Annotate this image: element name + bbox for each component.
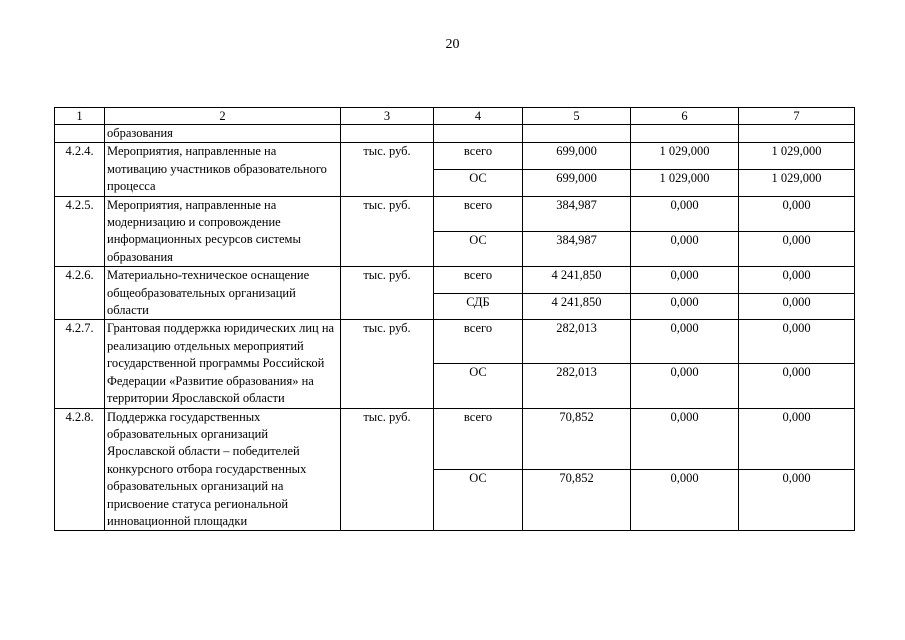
value-col-6: 0,000 [631,469,739,530]
funding-source: всего [434,143,523,170]
item-unit: тыс. руб. [341,143,434,196]
item-number: 4.2.4. [55,143,105,196]
funding-source: всего [434,196,523,231]
value-col-7: 0,000 [739,364,855,408]
continuation-empty-6 [631,125,739,143]
value-col-5: 384,987 [523,196,631,231]
table-row [55,196,855,231]
header-cell-3: 3 [341,108,434,125]
value-col-7: 0,000 [739,231,855,266]
funding-source: всего [434,320,523,364]
value-col-7: 1 029,000 [739,170,855,197]
value-col-7: 0,000 [739,469,855,530]
value-col-7: 0,000 [739,320,855,364]
header-cell-7: 7 [739,108,855,125]
header-cell-4: 4 [434,108,523,125]
funding-source: ОС [434,469,523,530]
funding-source: ОС [434,231,523,266]
value-col-5: 699,000 [523,170,631,197]
table-row [55,267,855,294]
continuation-empty-7 [739,125,855,143]
item-name: Материально-техническое оснащение общеобразовательных организаций области [105,267,341,320]
funding-source: ОС [434,364,523,408]
value-col-5: 384,987 [523,231,631,266]
item-name: Поддержка государственных образовательных организаций Ярославской области – победителей конкурсного отбора государственных образовательных организаций на присвоение статуса региональной инновационной площадки [105,408,341,531]
item-unit: тыс. руб. [341,320,434,408]
funding-source: всего [434,267,523,294]
table-body [55,108,855,531]
item-name: Мероприятия, направленные на модернизацию и сопровождение информационных ресурсов системы образования [105,196,341,267]
item-number: 4.2.8. [55,408,105,531]
funding-source: всего [434,408,523,469]
page-number: 20 [445,37,460,52]
item-name: Грантовая поддержка юридических лиц на реализацию отдельных мероприятий государственной программы Российской Федерации «Развитие образования» на территории Ярославской области [105,320,341,408]
value-col-7: 0,000 [739,196,855,231]
value-col-5: 699,000 [523,143,631,170]
header-cell-2: 2 [105,108,341,125]
value-col-5: 70,852 [523,408,631,469]
continuation-num [55,125,105,143]
item-unit: тыс. руб. [341,408,434,531]
funding-source: ОС [434,170,523,197]
item-name: Мероприятия, направленные на мотивацию участников образовательного процесса [105,143,341,196]
value-col-5: 282,013 [523,320,631,364]
table-row [55,143,855,170]
continuation-row [55,125,855,143]
value-col-7: 0,000 [739,293,855,320]
value-col-6: 0,000 [631,408,739,469]
funding-source: СДБ [434,293,523,320]
value-col-6: 1 029,000 [631,170,739,197]
value-col-6: 0,000 [631,293,739,320]
header-row [55,108,855,125]
value-col-5: 4 241,850 [523,267,631,294]
item-number: 4.2.5. [55,196,105,267]
value-col-5: 70,852 [523,469,631,530]
budget-table [54,107,855,531]
value-col-6: 0,000 [631,267,739,294]
value-col-6: 0,000 [631,364,739,408]
table-row [55,408,855,469]
value-col-6: 0,000 [631,196,739,231]
item-number: 4.2.7. [55,320,105,408]
value-col-7: 1 029,000 [739,143,855,170]
header-cell-1: 1 [55,108,105,125]
header-cell-6: 6 [631,108,739,125]
continuation-text: образования [105,125,341,143]
value-col-7: 0,000 [739,408,855,469]
item-number: 4.2.6. [55,267,105,320]
value-col-6: 1 029,000 [631,143,739,170]
value-col-6: 0,000 [631,231,739,266]
value-col-5: 282,013 [523,364,631,408]
value-col-5: 4 241,850 [523,293,631,320]
table-row [55,320,855,364]
continuation-empty-5 [523,125,631,143]
continuation-empty-3 [341,125,434,143]
continuation-empty-4 [434,125,523,143]
item-unit: тыс. руб. [341,196,434,267]
header-cell-5: 5 [523,108,631,125]
value-col-6: 0,000 [631,320,739,364]
value-col-7: 0,000 [739,267,855,294]
item-unit: тыс. руб. [341,267,434,320]
